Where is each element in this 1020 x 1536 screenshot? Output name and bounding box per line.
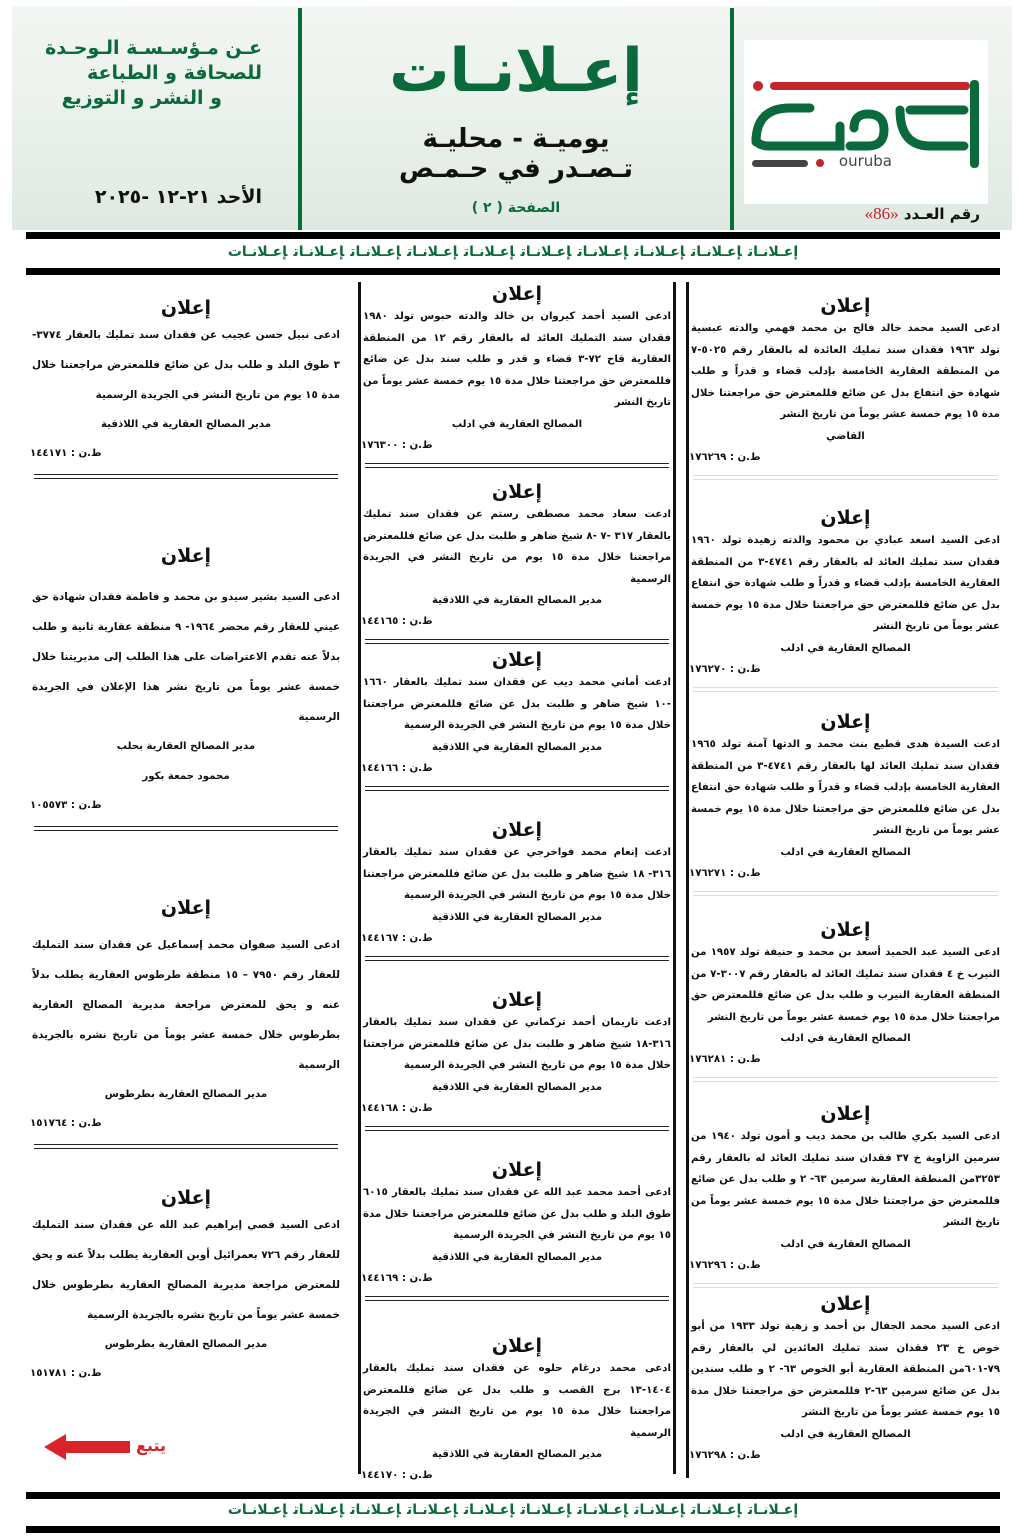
ad-signature: مدير المصالح العقارية في اللاذقية [431, 1449, 603, 1460]
issue-date: الأحد ٢١-١٢ -٢٠٢٥ [94, 186, 262, 208]
ad-reference-number: ط.ن : ١٤٤١٦٥ [361, 616, 433, 627]
ad-notice [689, 294, 1002, 480]
ad-reference-number: ط.ن : ١٤٤١٦٨ [361, 1102, 433, 1114]
ads-banner-strip [26, 1502, 1000, 1524]
section-subtitle [312, 124, 720, 184]
arrow-left-icon [44, 1434, 130, 1460]
banner-word: إعـلانـات [227, 244, 288, 260]
issue-label: رقم العـدد [903, 205, 980, 223]
ad-reference-number: ط.ن : ١٥١٧٨١ [30, 1368, 102, 1379]
ad-body: ادعت أماني محمد ديب عن فقدان سند تمليك بالعقار ١٦٦٠ -١٠ شيخ ضاهر و طلبت بدل عن ضائع فللمعترض مراجعتنا خلال مدة ١٥ يوم من تاريخ النشر في الجريدة الرسمية [363, 677, 671, 731]
ad-body: ادعى السيد عبد الحميد أسعد بن محمد و حنيفة تولد ١٩٥٧ من النيرب خ ٤ فقدان سند تمليك العائد له بالعقار رقم ٣٠٠٧-٧ من المنطقة العقارية النيرب و طلب بدل عن ضائع فللمعترض حق مراجعتنا خلال مدة ١٥ يوم خمسة عشر يوماً من تاريخ النشر [691, 947, 1000, 1023]
banner-word: إعـلانـات [577, 1502, 629, 1518]
ad-title: إعلان [491, 283, 543, 305]
header-divider [298, 8, 302, 230]
ad-title: إعلان [820, 1103, 871, 1125]
ad-notice [361, 648, 673, 791]
subtitle-line: يوميـة - محليـة [422, 124, 610, 154]
ad-notice [361, 282, 673, 468]
ad-signature: مدير المصالح العقارية في اللاذقية [431, 1081, 603, 1093]
header-divider [730, 8, 734, 230]
ad-title: إعلان [820, 919, 871, 941]
ad-signature: المصالح العقارية في ادلب [780, 642, 911, 654]
banner-word: إعـلانـات [691, 244, 742, 260]
double-rule-separator [365, 1296, 669, 1301]
ad-body: ادعى السيد بكري طالب بن محمد ديب و أمون تولد ١٩٤٠ من سرمين الزاوية خ ٣٧ فقدان سند تمليك العائد له بالعقار رقم ٣٢٥٣من المنطقة العقارية سرمين ٦٣- ٢ و طلب بدل عن ضائع فللمعترض حق مراجعتنا خلال مدة ١٥ يوم خمسة عشر يوماً من تاريخ النشر [691, 1131, 1000, 1228]
ad-signature: مدير المصالح العقارية بطرطوس [104, 1089, 268, 1100]
banner-word: إعـلانـات [293, 244, 345, 260]
ad-body: ادعت السيدة هدى قطيع بنت محمد و الدتها آمنة تولد ١٩٦٥ فقدان سند تمليك العائد لها بالعقار رقم ٤٧٤١-٣ من المنطقة العقارية الخامسة بإدلب قضاء و قدراً و طلب شهادة حق انتفاع بدل عن ضائع فللمعترض حق مراجعتنا خلال مدة ١٥ يوم خمسة عشر يوماً من تاريخ النشر [691, 739, 1000, 836]
banner-word: إعـلانـات [293, 1502, 345, 1518]
double-rule-separator [693, 891, 998, 896]
ad-reference-number: ط.ن : ١٥١٧٦٤ [30, 1118, 102, 1129]
ad-notice [689, 710, 1002, 896]
ad-notice [689, 1102, 1002, 1288]
banner-word: إعـلانـات [407, 1502, 458, 1518]
ad-reference-number: ط.ن : ١٧٦٢٩٦ [689, 1259, 761, 1271]
ad-title: إعلان [160, 897, 212, 919]
ad-reference-number: ط.ن : ١٧٦٢٩٨ [689, 1449, 761, 1461]
banner-word: إعـلانـات [350, 244, 402, 260]
logo-latin-text: ouruba [838, 152, 892, 168]
ad-notice [689, 1292, 1002, 1467]
banner-word: إعـلانـات [577, 244, 629, 260]
page-number: الصفحة ( ٢ ) [471, 200, 561, 216]
ad-reference-number: ط.ن : ١٤٤١٧٠ [361, 1470, 433, 1481]
ad-notice [30, 296, 342, 479]
double-rule-separator [34, 826, 338, 831]
ad-signature: مدير المصالح العقارية في اللاذقية [431, 1251, 603, 1263]
ad-title: إعلان [820, 507, 871, 529]
ad-title: إعلان [160, 297, 212, 319]
ad-body: ادعى السيد محمد خالد فالح بن محمد فهمي والدته عبسية تولد ١٩٦٣ فقدان سند تمليك العائدة له بالعقار رقم ٥٠٢٥-٧ من المنطقة العقارية الخامسة بإدلب قضاء و قدراً و طلب شهادة حق انتفاع بدل عن ضائع فللمعترض حق مراجعتنا خلال مدة ١٥ يوم خمسة عشر يوماً من تاريخ النشر [691, 323, 1000, 420]
newspaper-logo [744, 40, 988, 204]
ad-notice [30, 544, 342, 831]
ad-reference-number: ط.ن : ١٧٦٢٧١ [689, 867, 761, 879]
double-rule-separator [34, 474, 338, 479]
ad-reference-number: ط.ن : ١٤٤١٦٧ [361, 932, 433, 944]
ad-signature: المصالح العقارية في ادلب [780, 1428, 911, 1440]
banner-word: إعـلانـات [407, 244, 458, 260]
ad-title: إعلان [160, 1187, 212, 1209]
ads-column-middle [358, 282, 676, 1481]
divider-bar [26, 268, 1000, 275]
ad-signature: المصالح العقارية في ادلب [780, 1238, 911, 1250]
ad-signature: المصالح العقارية في ادلب [451, 418, 583, 430]
banner-word: إعـلانـات [520, 1502, 572, 1518]
ad-body: ادعى السيد محمد الجفال بن أحمد و زهية تولد ١٩٣٣ من أبو خوص خ ٢٣ فقدان سند تمليك العائدين لي بالعقار رقم ٧٩-٦٠١من المنطقة العقارية أبو الخوص ٦٣- ٢ و طلب سندين بدل عن ضائع سرمين ٦٣-٢ فللمعترض حق مراجعتنا خلال مدة ١٥ يوم خمسة عشر يوماً من تاريخ النشر [691, 1321, 1000, 1418]
ad-title: إعلان [491, 649, 543, 671]
ad-title: إعلان [820, 711, 871, 733]
ad-notice [689, 506, 1002, 692]
ad-body: ادعت سعاد محمد مصطفى رستم عن فقدان سند تمليك بالعقار ٣١٧ -٧ -٨ شيخ ضاهر و طلبت بدل عن ضائع فللمعترض مراجعتنا خلال مدة ١٥ يوم من تاريخ النشر في الجريدة الرسمية [363, 509, 671, 585]
ad-signature: القاضي [826, 430, 865, 442]
ad-body: ادعى السيد أحمد كيروان بن خالد والدته حبوس تولد ١٩٨٠ فقدان سند التمليك العائد له بالعقار رقم ١٢ من المنطقة العقارية قاح ٧٢-٣ قضاء و قدر و طلب سند بدل عن ضائع فللمعترض حق مراجعتنا خلال مدة ١٥ يوم خمسة عشر يوماً من تاريخ النشر [363, 311, 671, 408]
ad-reference-number: ط.ن : ١٤٤١٧١ [30, 448, 102, 459]
section-title: إعـلانـات [389, 36, 643, 106]
ad-body: ادعت إنعام محمد فواخرجي عن فقدان سند تمليك بالعقار ٣١٦- ١٨ شيخ ضاهر و طلبت بدل عن ضائع فللمعترض مراجعتنا خلال مدة ١٥ يوم من تاريخ النشر في الجريدة الرسمية [363, 847, 671, 901]
ads-column-left [30, 282, 342, 1478]
banner-word: إعـلانـات [747, 1502, 799, 1518]
ad-body: ادعى نبيل حسن عجيب عن فقدان سند تمليك بالعقار ٣٧٧٤- ٣ طوق البلد و طلب بدل عن ضائع فللمعترض مراجعتنا خلال مدة ١٥ يوم من تاريخ النشر في الجريدة الرسمية [32, 329, 340, 401]
issue-number [780, 204, 980, 224]
issue-number-value: 86 [873, 204, 891, 223]
ad-title: إعلان [160, 545, 212, 567]
ad-title: إعلان [491, 819, 543, 841]
ad-signature: مدير المصالح العقارية بطرطوس [104, 1339, 268, 1350]
issue-value: «86» [864, 204, 899, 223]
ad-signature: مدير المصالح العقارية في اللاذقية [431, 741, 603, 753]
ad-title: إعلان [491, 1335, 543, 1357]
ad-body: ادعى محمد درغام حلوه عن فقدان سند تمليك بالعقار ١٤٠٤-١٣ برج القصب و طلب بدل عن ضائع فللمعترض مراجعتنا خلال مدة ١٥ يوم من تاريخ النشر في الجريدة الرسمية [363, 1363, 671, 1439]
publisher-line: و النشر و التوزيع [61, 87, 222, 109]
publisher-info [32, 36, 262, 111]
ad-notice [361, 1158, 673, 1301]
double-rule-separator [693, 687, 998, 692]
ad-signature: مدير المصالح العقارية بحلب [116, 741, 256, 752]
double-rule-separator [34, 1144, 338, 1149]
logo-mark-icon [750, 80, 982, 168]
double-rule-separator [365, 463, 669, 468]
ad-body: ادعى السيد بشير سيدو بن محمد و فاطمة فقدان شهادة حق عيني للعقار رقم محضر ١٩٦٤- ٩ منطقة عقارية ثانية و طلب بدلاً عنه تقدم الاعتراضات على هذا الطلب إلى مديريتنا خلال خمسة عشر يوماً من تاريخ نشر هذا الإعلان في الجريدة الرسمية [32, 591, 340, 723]
banner-word: إعـلانـات [463, 1502, 515, 1518]
banner-word: إعـلانـات [520, 244, 572, 260]
double-rule-separator [365, 956, 669, 961]
banner-word: إعـلانـات [634, 244, 686, 260]
ad-title: إعلان [491, 481, 543, 503]
banner-word: إعـلانـات [350, 1502, 402, 1518]
ad-signature: مدير المصالح العقارية في اللاذقية [431, 595, 603, 606]
banner-word: إعـلانـات [227, 1502, 288, 1518]
ad-signature: مدير المصالح العقارية في اللاذقية [100, 419, 272, 430]
ad-reference-number: ط.ن : ١٤٤١٦٩ [361, 1272, 433, 1284]
divider-bar [26, 232, 1000, 239]
subtitle-line: تـصـدر في حـمـص [399, 154, 633, 184]
continue-label: يتبع [136, 1436, 166, 1455]
ad-reference-number: ط.ن : ١٠٥٥٧٣ [30, 800, 102, 811]
ad-notice [361, 988, 673, 1131]
ad-title: إعلان [491, 989, 543, 1011]
ad-reference-number: ط.ن : ١٧٦٢٨١ [689, 1054, 761, 1065]
banner-word: إعـلانـات [634, 1502, 686, 1518]
ad-title: إعلان [820, 295, 871, 317]
ad-reference-number: ط.ن : ١٤٤١٦٦ [361, 762, 433, 774]
ad-reference-number: ط.ن : ١٧٦٣٠٠ [361, 439, 433, 451]
ads-column-right [686, 282, 1002, 1478]
double-rule-separator [693, 1283, 998, 1288]
ad-body: ادعى السيد قصي إبراهيم عبد الله عن فقدان سند التمليك للعقار رقم ٧٢٦ بعمرائيل أوبن العقارية يطلب بدلاً عنه و يحق للمعترض مراجعة مديرية المصالح العقارية بطرطوس خلال خمسة عشر يوماً من تاريخ نشره بالجريدة الرسمية [32, 1219, 340, 1321]
continue-indicator[interactable] [44, 1432, 184, 1462]
divider-bar [26, 1492, 1000, 1499]
ad-notice [361, 480, 673, 644]
ad-title: إعلان [491, 1159, 543, 1181]
double-rule-separator [365, 639, 669, 644]
double-rule-separator [365, 1126, 669, 1131]
ad-signature: المصالح العقارية في ادلب [780, 1033, 911, 1044]
ad-notice [361, 1334, 673, 1487]
ad-body: ادعت ناريمان أحمد تركماني عن فقدان سند تمليك بالعقار ٣١٦-١٨ شيخ ضاهر و طلبت بدل عن ضائع فللمعترض مراجعتنا خلال مدة ١٥ يوم من تاريخ النشر في الجريدة الرسمية [363, 1017, 671, 1071]
ad-body: ادعى السيد اسعد عبادي بن محمود والدته زهيدة تولد ١٩٦٠ فقدان سند تمليك العائد له بالعقار رقم ٤٧٤١-٣ من المنطقة العقارية الخامسة بإدلب قضاء و قدراً و طلب شهادة حق انتفاع بدل عن ضائع فللمعترض حق مراجعتنا خلال مدة ١٥ يوم خمسة عشر يوماً من تاريخ النشر [691, 535, 1000, 632]
ad-notice [30, 1186, 342, 1388]
ad-title: إعلان [820, 1293, 871, 1315]
banner-word: إعـلانـات [463, 244, 515, 260]
ad-body: ادعى السيد صفوان محمد إسماعيل عن فقدان سند التمليك للعقار رقم ٧٩٥٠ – ١٥ منطقة طرطوس العقارية يطلب بدلاً عنه و يحق للمعترض مراجعة مديرية المصالح العقارية بطرطوس خلال خمسة عشر يوماً من تاريخ نشره بالجريدة الرسمية [32, 939, 341, 1071]
double-rule-separator [693, 475, 998, 480]
double-rule-separator [365, 786, 669, 791]
ad-reference-number: ط.ن : ١٧٦٢٦٩ [689, 451, 761, 463]
ads-banner-strip [26, 244, 1000, 266]
publisher-line: عـن مـؤسـسـة الـوحـدة [45, 37, 262, 59]
publisher-line: للصحافة و الطباعة [87, 62, 262, 84]
ad-signature: محمود جمعة بكور [142, 771, 230, 782]
ad-notice [30, 896, 342, 1149]
banner-word: إعـلانـات [691, 1502, 742, 1518]
ad-notice [361, 818, 673, 961]
ad-signature: مدير المصالح العقارية في اللاذقية [431, 911, 603, 923]
double-rule-separator [693, 1077, 998, 1082]
divider-bar [26, 1526, 1000, 1533]
banner-word: إعـلانـات [747, 244, 799, 260]
ad-notice [689, 918, 1002, 1082]
ad-reference-number: ط.ن : ١٧٦٢٧٠ [689, 663, 761, 675]
ad-signature: المصالح العقارية في ادلب [780, 846, 911, 858]
ad-body: ادعى أحمد محمد عبد الله عن فقدان سند تمليك بالعقار ٦٠١٥ طوق البلد و طلب بدل عن ضائع فللمعترض مراجعتنا خلال مدة ١٥ يوم من تاريخ النشر في الجريدة الرسمية [363, 1187, 671, 1241]
